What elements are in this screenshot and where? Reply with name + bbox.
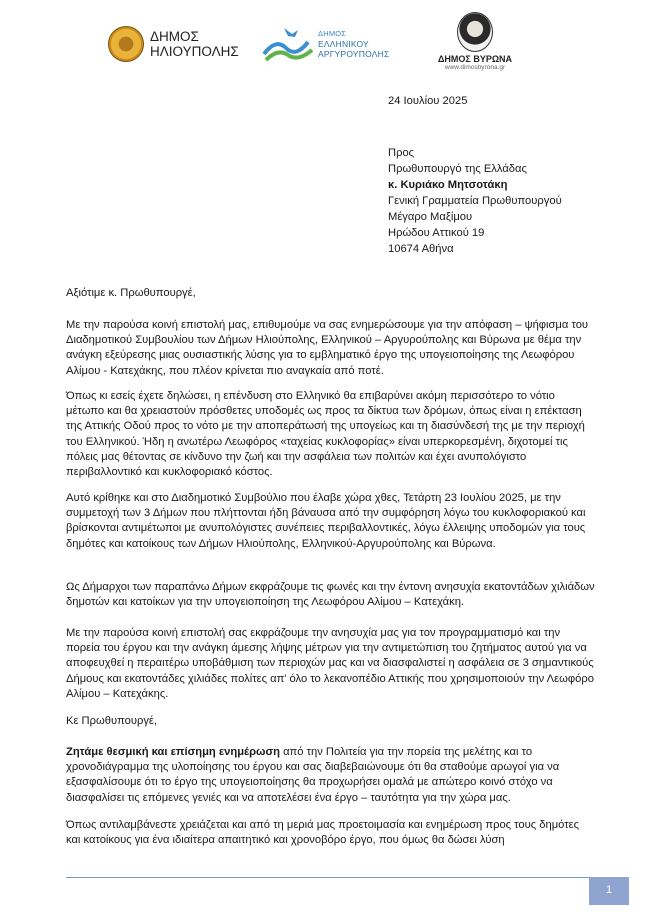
vyronas-logo bbox=[430, 12, 520, 71]
recipient-building: Μέγαρο Μαξίμου bbox=[388, 211, 473, 223]
elliniko-line1: ΔΗΜΟΣ bbox=[318, 29, 347, 38]
recipient-office: Γενική Γραμματεία Πρωθυπουργού bbox=[388, 195, 562, 207]
recipient-block bbox=[388, 145, 562, 257]
footer-divider bbox=[66, 877, 589, 878]
recipient-city: 10674 Αθήνα bbox=[388, 243, 454, 255]
ilioupoli-line2: ΗΛΙΟΥΠΟΛΗΣ bbox=[150, 44, 239, 59]
elliniko-line2: ΕΛΛΗΝΙΚΟΥ bbox=[318, 39, 369, 49]
letter-date: 24 Ιουλίου 2025 bbox=[388, 95, 468, 107]
ilioupoli-logo bbox=[108, 26, 239, 62]
ilioupoli-logo-text bbox=[150, 29, 239, 59]
vyronas-name: ΔΗΜΟΣ ΒΥΡΩΝΑ bbox=[437, 54, 513, 64]
ilioupoli-line1: ΔΗΜΟΣ bbox=[150, 29, 199, 44]
paragraph-7-bold: Ζητάμε θεσμική και επίσημη ενημέρωση bbox=[66, 746, 280, 758]
ilioupoli-seal-icon bbox=[108, 26, 144, 62]
paragraph-5: Με την παρούσα κοινή επιστολή σας εκφράζουμε την ανησυχία μας για τον προγραμματισμό και την πορεία του έργου και την ανάγκη άμεσης λήψης μέτρων για την αντιμετώπιση του ζητήματος αυτού για να αποφευχθεί η περαιτέρω υποβάθμιση των περιοχών μας και να διασφαλιστεί η ασφάλεια σε 3 σημαντικούς Δήμους και εκατοντάδες χιλιάδες πολίτες απ' όλο το λεκανοπέδιο Αττικής που χρησιμοποιούν την Λεωφόρο Αλίμου – Κατεχάκης. bbox=[66, 627, 594, 700]
paragraph-7 bbox=[66, 745, 596, 806]
recipient-name: κ. Κυριάκο Μητσοτάκη bbox=[388, 179, 508, 191]
elliniko-wave-icon bbox=[262, 24, 314, 64]
elliniko-logo-text bbox=[318, 29, 389, 59]
salutation: Αξιότιμε κ. Πρωθυπουργέ, bbox=[66, 287, 196, 299]
vyronas-url: www.dimosbyrona.gr bbox=[444, 64, 506, 71]
recipient-title: Πρωθυπουργό της Ελλάδας bbox=[388, 163, 527, 175]
recipient-street: Ηρώδου Αττικού 19 bbox=[388, 227, 485, 239]
recipient-to: Προς bbox=[388, 147, 415, 159]
paragraph-1: Με την παρούσα κοινή επιστολή μας, επιθυμούμε να σας ενημερώσουμε για την απόφαση – ψήφισμα του Διαδημοτικού Συμβουλίου των Δήμων Ηλιούπολης, Ελληνικού – Αργυρούπολης και Βύρωνα με θέμα την ανάγκη εξεύρεσης μιας ουσιαστικής λύσης για το εμβληματικό έργο της υπογειοποίησης της Λεωφόρου Αλίμου - Κατεχάκης, που πλέον κρίνεται πιο αναγκαία από ποτέ. bbox=[66, 319, 589, 377]
paragraph-4: Ως Δήμαρχοι των παραπάνω Δήμων εκφράζουμε τις φωνές και την έντονη ανησυχία εκατοντάδων χιλιάδων δημοτών και κατοίκων για την υπογειοποίηση της Λεωφόρου Αλίμου – Κατεχάκη. bbox=[66, 581, 595, 609]
vyronas-portrait-icon bbox=[457, 12, 493, 52]
paragraph-6: Κε Πρωθυπουργέ, bbox=[66, 715, 158, 727]
paragraph-8: Όπως αντιλαμβάνεστε χρειάζεται και από τη μεριά μας προετοιμασία και ενημέρωση προς τους δημότες και κατοίκους για ένα ιδιαίτερα απαιτητικό και χρονοβόρο έργο, που όμως θα δώσει λύση bbox=[66, 819, 580, 847]
logo-header bbox=[0, 12, 655, 82]
page-number: 1 bbox=[589, 877, 629, 905]
elliniko-line3: ΑΡΓΥΡΟΥΠΟΛΗΣ bbox=[318, 49, 390, 59]
paragraph-2: Όπως κι εσείς έχετε δηλώσει, η επένδυση στο Ελληνικό θα επιβαρύνει ακόμη περισσότερο το νότιο μέτωπο και θα χρειαστούν πρόσθετες υποδομές ως προς τα δίκτυα των δρόμων, όπως είναι η επέκταση της Αττικής Οδού προς το νότο με την αποπεράτωσή της υπογείως και τη διασύνδεσή της με την περιοχή του Ελληνικού. Ήδη η ανωτέρω Λεωφόρος «ταχείας κυκλοφορίας» είναι υπερκορεσμένη, διχοτομεί τις πόλεις μας θέτοντας σε κίνδυνο την ζωή και την ασφάλεια των πολιτών και έχει ανυπολόγιστο περιβαλλοντικό και κυκλοφοριακό κόστος. bbox=[66, 390, 585, 479]
elliniko-logo bbox=[262, 24, 389, 64]
paragraph-3: Αυτό κρίθηκε και στο Διαδημοτικό Συμβούλιο που έλαβε χώρα χθες, Τετάρτη 23 Ιουλίου 2025, με την συμμετοχή των 3 Δήμων που πλήττονται ήδη βάναυσα από την συμφόρηση λόγω του κυκλοφοριακού και βρίσκονται αντιμέτωποι με ανυπολόγιστες συνέπειες περιβαλλοντικές, λόγω έλλειψης υποδομών για τους δημότες και κατοίκους των Δήμων Ηλιούπολης, Ελληνικού-Αργυρούπολης και Βύρωνα. bbox=[66, 492, 586, 550]
paragraph-7-rest: από την Πολιτεία για την πορεία της μελέτης και το χρονοδιάγραμμα της υλοποίησης του έργου και σας διαβεβαιώνουμε ότι θα σταθούμε αρωγοί για να εξασφαλίσουμε ότι το έργο της υπογειοποίησης θα προχωρήσει ομαλά με απώτερο κοινό στόχο να διασφαλίσει τις επόμενες γενιές και να αποτελέσει ένα έργο – ταυτότητα για την χώρα μας. bbox=[66, 746, 560, 804]
